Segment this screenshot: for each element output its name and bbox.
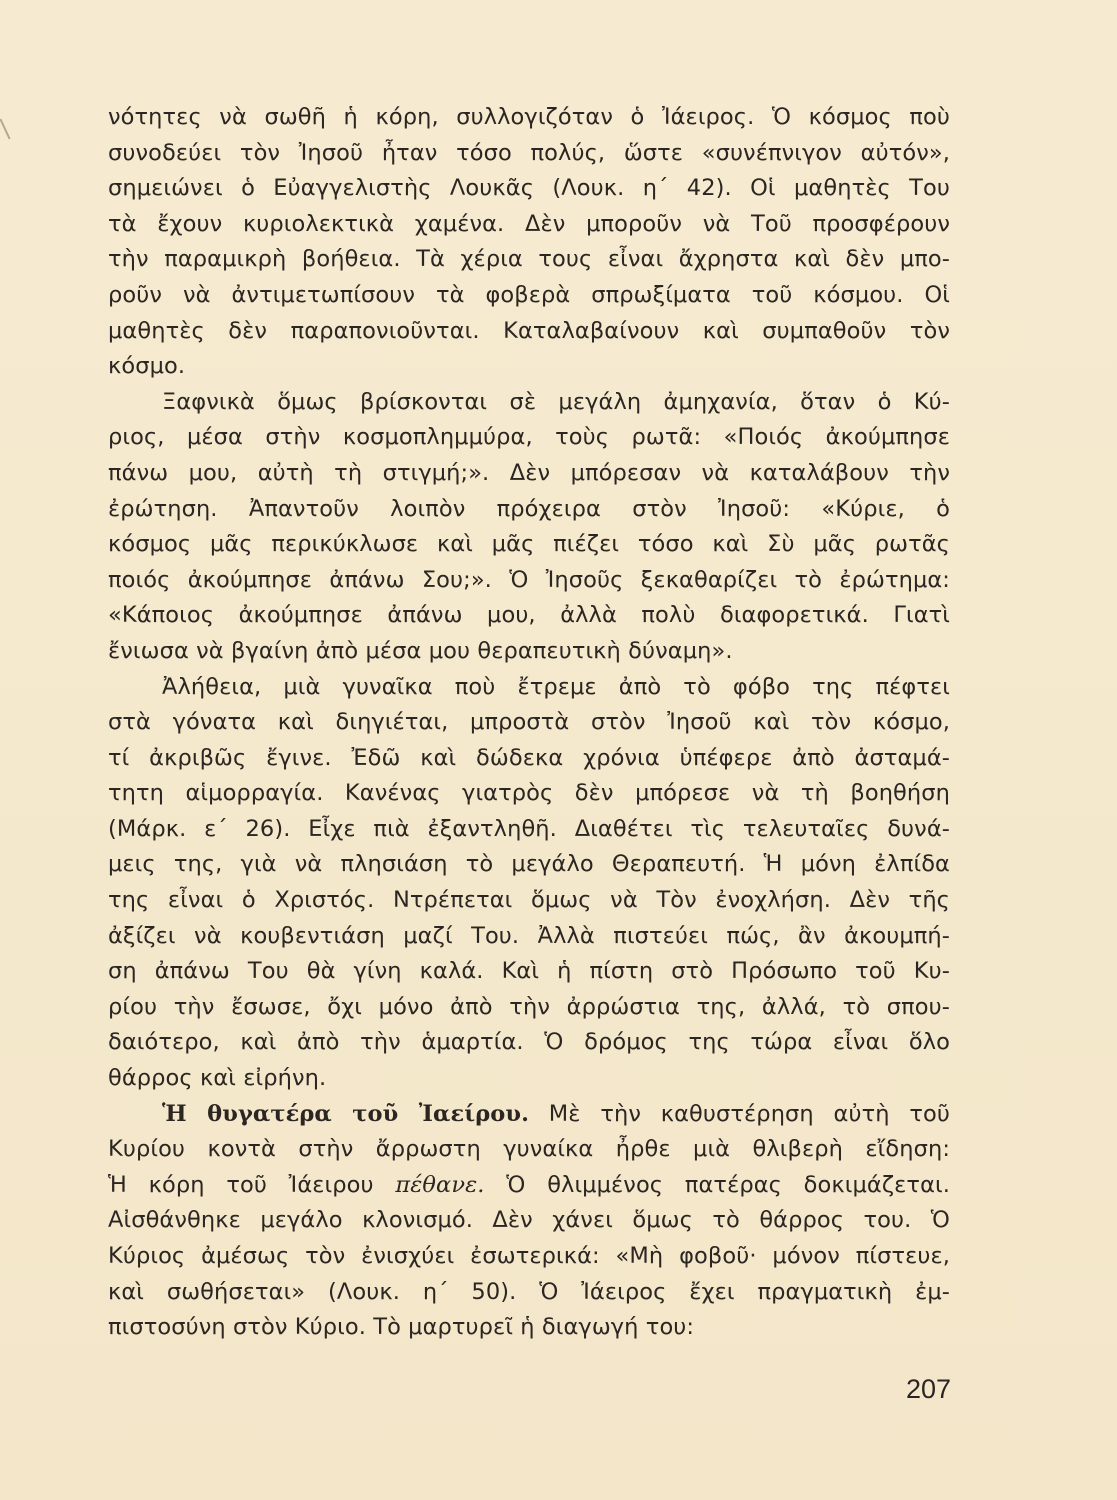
text-line: Ξαφνικὰ ὅμως βρίσκονται σὲ μεγάλη ἀμηχανία, ὅταν ὁ Κύ- (162, 388, 950, 415)
text-line: της εἶναι ὁ Χριστός. Ντρέπεται ὅμως νὰ Τὸν ἐνοχλήση. Δὲν τῆς (108, 887, 950, 914)
text-line: πιστοσύνη στὸν Κύριο. Τὸ μαρτυρεῖ ἡ διαγωγή του: (108, 1314, 695, 1341)
text-line: σημειώνει ὁ Εὐαγγελιστὴς Λουκᾶς (Λουκ. η΄ 42). Οἱ μαθητὲς Του (108, 175, 950, 202)
page-number: 207 (905, 1374, 951, 1404)
text-line: ρίου τὴν ἔσωσε, ὄχι μόνο ἀπὸ τὴν ἀρρώστια της, ἀλλά, τὸ σπου- (108, 993, 950, 1020)
text-run: Ἡ κόρη τοῦ Ἰάειρου (108, 1171, 374, 1198)
text-run: Ὁ θλιμμένος πατέρας δοκιμάζεται. (506, 1171, 950, 1198)
text-line (108, 1168, 950, 1204)
margin-mark (0, 119, 11, 140)
text-line: καὶ σωθήσεται» (Λουκ. η΄ 50). Ὁ Ἰάειρος ἔχει πραγματικὴ ἐμ- (108, 1278, 950, 1305)
section-heading: Ἡ θυγατέρα τοῦ Ἰαείρου. (162, 1100, 530, 1127)
text-line: πάνω μου, αὐτὴ τὴ στιγμή;». Δὲν μπόρεσαν νὰ καταλάβουν τὴν (108, 459, 950, 486)
text-line: (Μάρκ. ε΄ 26). Εἶχε πιὰ ἐξαντληθῆ. Διαθέτει τὶς τελευταῖες δυνά- (108, 815, 950, 842)
text-line: ριος, μέσα στὴν κοσμοπλημμύρα, τοὺς ρωτᾶ: «Ποιός ἀκούμπησε (108, 424, 950, 451)
text-line: στὰ γόνατα καὶ διηγιέται, μπροστὰ στὸν Ἰησοῦ καὶ τὸν κόσμο, (108, 709, 950, 736)
text-line: δαιότερο, καὶ ἀπὸ τὴν ἁμαρτία. Ὁ δρόμος της τώρα εἶναι ὅλο (108, 1029, 950, 1056)
text-line: «Κάποιος ἀκούμπησε ἀπάνω μου, ἀλλὰ πολὺ διαφορετικά. Γιατὶ (108, 602, 950, 629)
text-line: ἀξίζει νὰ κουβεντιάση μαζί Του. Ἀλλὰ πιστεύει πώς, ἂν ἀκουμπή- (108, 922, 950, 949)
text-line: ἐρώτηση. Ἀπαντοῦν λοιπὸν πρόχειρα στὸν Ἰησοῦ: «Κύριε, ὁ (108, 495, 950, 522)
text-line: ἔνιωσα νὰ βγαίνη ἀπὸ μέσα μου θεραπευτικὴ δύναμη». (108, 637, 733, 664)
text-line: Ἀλήθεια, μιὰ γυναῖκα ποὺ ἔτρεμε ἀπὸ τὸ φόβο της πέφτει (162, 673, 950, 700)
text-line: τητη αἱμορραγία. Κανένας γιατρὸς δὲν μπόρεσε νὰ τὴ βοηθήση (108, 780, 950, 807)
text-line: τὴν παραμικρὴ βοήθεια. Τὰ χέρια τους εἶναι ἄχρηστα καὶ δὲν μπο- (108, 246, 950, 273)
text-line: μεις της, γιὰ νὰ πλησιάση τὸ μεγάλο Θεραπευτή. Ἡ μόνη ἐλπίδα (108, 851, 950, 878)
text-line: κόσμος μᾶς περικύκλωσε καὶ μᾶς πιέζει τόσο καὶ Σὺ μᾶς ρωτᾶς (108, 531, 950, 558)
text-line: Αἰσθάνθηκε μεγάλο κλονισμό. Δὲν χάνει ὅμως τὸ θάρρος του. Ὁ (108, 1207, 950, 1234)
emphasis-text: πέθανε. (395, 1171, 485, 1198)
text-line: θάρρος καὶ εἰρήνη. (108, 1065, 327, 1092)
body-text (108, 100, 950, 1346)
text-line: ροῦν νὰ ἀντιμετωπίσουν τὰ φοβερὰ σπρωξίματα τοῦ κόσμου. Οἱ (108, 281, 950, 308)
text-line: τὰ ἔχουν κυριολεκτικὰ χαμένα. Δὲν μποροῦν νὰ Τοῦ προσφέρουν (108, 210, 950, 237)
text-line: Κυρίου κοντὰ στὴν ἄρρωστη γυναίκα ἦρθε μιὰ θλιβερὴ εἴδηση: (108, 1136, 950, 1163)
text-run: Μὲ τὴν καθυστέρηση αὐτὴ τοῦ (548, 1100, 950, 1127)
text-line: νότητες νὰ σωθῆ ἡ κόρη, συλλογιζόταν ὁ Ἰάειρος. Ὁ κόσμος ποὺ (108, 104, 950, 130)
text-line: ποιός ἀκούμπησε ἀπάνω Σου;». Ὁ Ἰησοῦς ξεκαθαρίζει τὸ ἐρώτημα: (108, 566, 950, 593)
text-line: συνοδεύει τὸν Ἰησοῦ ἦταν τόσο πολύς, ὥστε «συνέπνιγον αὐτόν», (108, 139, 950, 166)
text-line: τί ἀκριβῶς ἔγινε. Ἐδῶ καὶ δώδεκα χρόνια ὑπέφερε ἀπὸ ἀσταμά- (108, 744, 950, 771)
text-line: Κύριος ἀμέσως τὸν ἐνισχύει ἐσωτερικά: «Μὴ φοβοῦ· μόνον πίστευε, (108, 1243, 950, 1269)
section-heading-line (108, 1097, 950, 1133)
text-line: μαθητὲς δὲν παραπονιοῦνται. Καταλαβαίνουν καὶ συμπαθοῦν τὸν (108, 317, 950, 344)
text-line: κόσμο. (108, 353, 186, 380)
text-line: ση ἀπάνω Του θὰ γίνη καλά. Καὶ ἡ πίστη στὸ Πρόσωπο τοῦ Κυ- (108, 958, 950, 985)
